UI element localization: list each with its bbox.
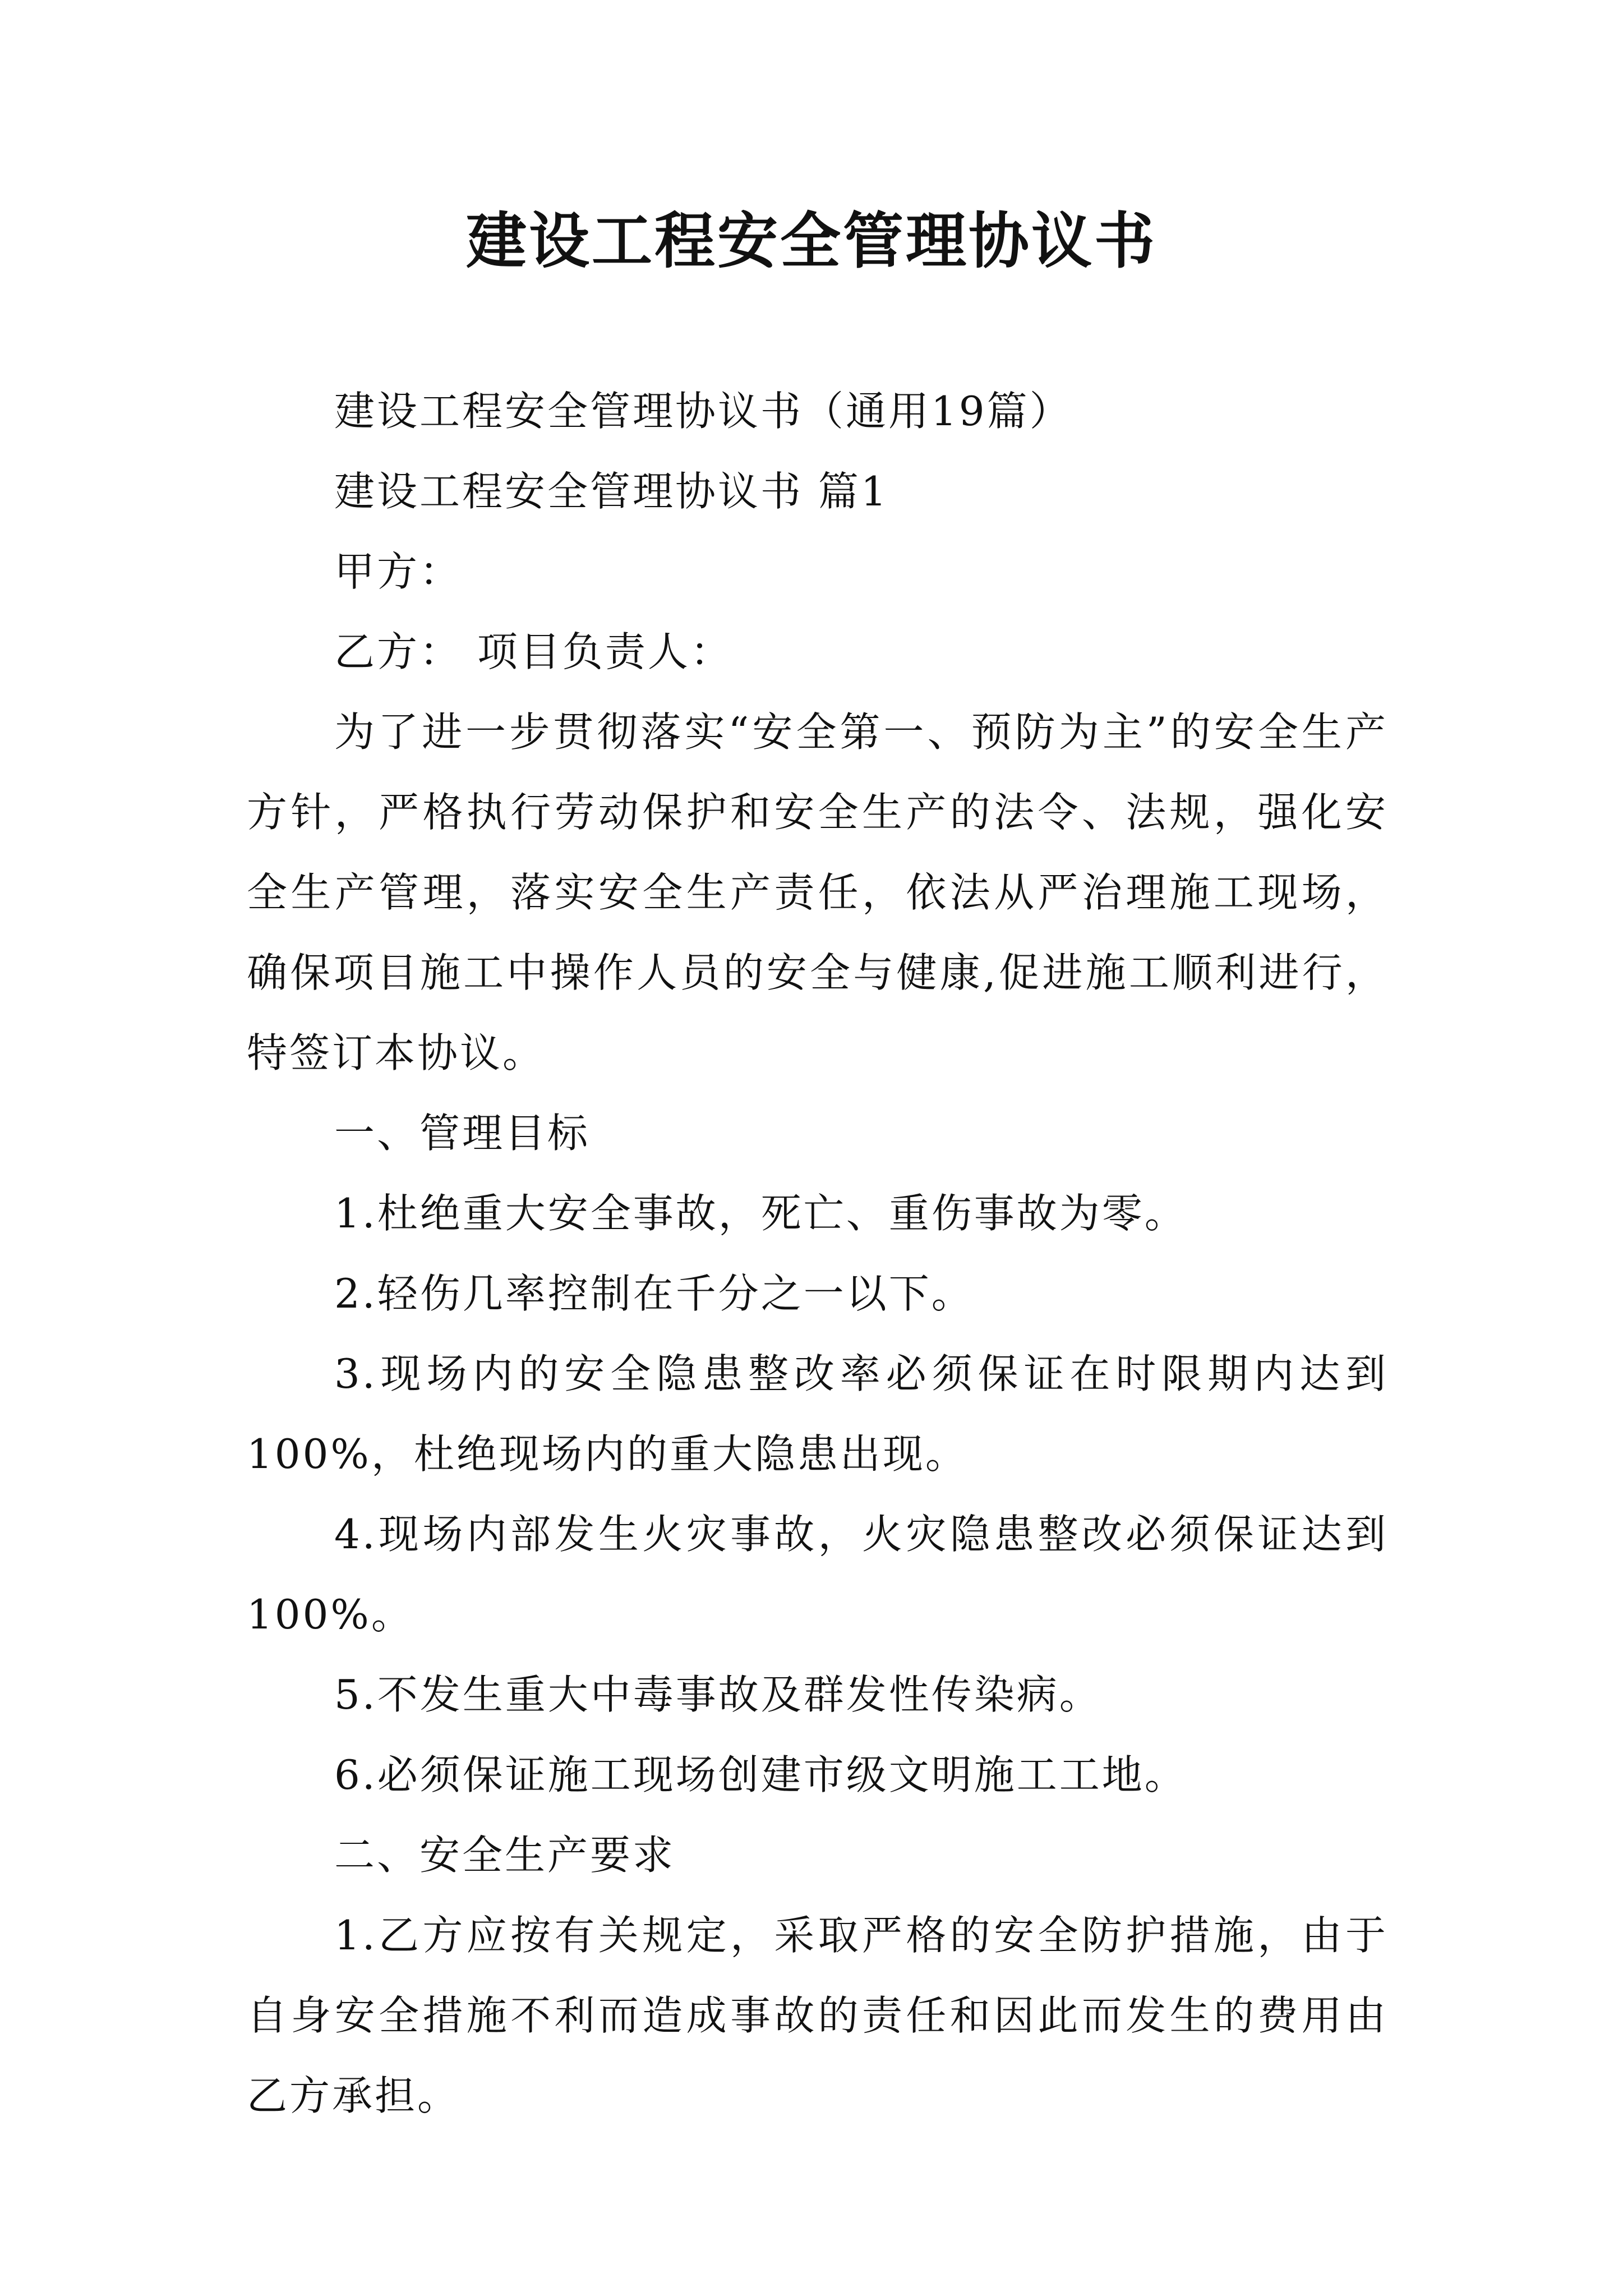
intro-paragraph: 为了进一步贯彻落实“安全第一、预防为主”的安全生产方针，严格执行劳动保护和安全生产的法令、法规，强化安全生产管理，落实安全生产责任，依法从严治理施工现场，确保项目施工中操作人员的安全与健康,促进施工顺利进行，特签订本协议。 xyxy=(247,708,1388,1076)
goal-item-6: 6.必须保证施工现场创建市级文明施工工地。 xyxy=(334,1751,1187,1798)
section-heading-management-goals: 一、管理目标 xyxy=(334,1110,591,1157)
party-b-line: 乙方： 项目负责人： xyxy=(334,628,733,675)
goal-item-3: 3.现场内的安全隐患整改率必须保证在时限期内达到100%，杜绝现场内的重大隐患出现。 xyxy=(247,1350,1388,1478)
section-heading-safety-requirements: 二、安全生产要求 xyxy=(334,1832,676,1879)
goal-item-1: 1.杜绝重大安全事故，死亡、重伤事故为零。 xyxy=(334,1190,1187,1237)
requirement-item-1: 1.乙方应按有关规定，采取严格的安全防护措施，由于自身安全措施不利而造成事故的责任和因此而发生的费用由乙方承担。 xyxy=(247,1912,1388,2119)
document-title: 建设工程安全管理协议书 xyxy=(465,206,1157,277)
goal-item-2: 2.轻伤几率控制在千分之一以下。 xyxy=(334,1270,974,1317)
goal-item-5: 5.不发生重大中毒事故及群发性传染病。 xyxy=(334,1671,1102,1718)
party-a-line: 甲方： xyxy=(334,548,463,595)
section-heading-paragraph: 建设工程安全管理协议书 篇1 xyxy=(334,468,889,515)
goal-item-4: 4.现场内部发生火灾事故，火灾隐患整改必须保证达到100%。 xyxy=(247,1511,1388,1638)
document-body xyxy=(247,371,1388,2136)
subtitle-paragraph: 建设工程安全管理协议书（通用19篇） xyxy=(334,388,1072,435)
